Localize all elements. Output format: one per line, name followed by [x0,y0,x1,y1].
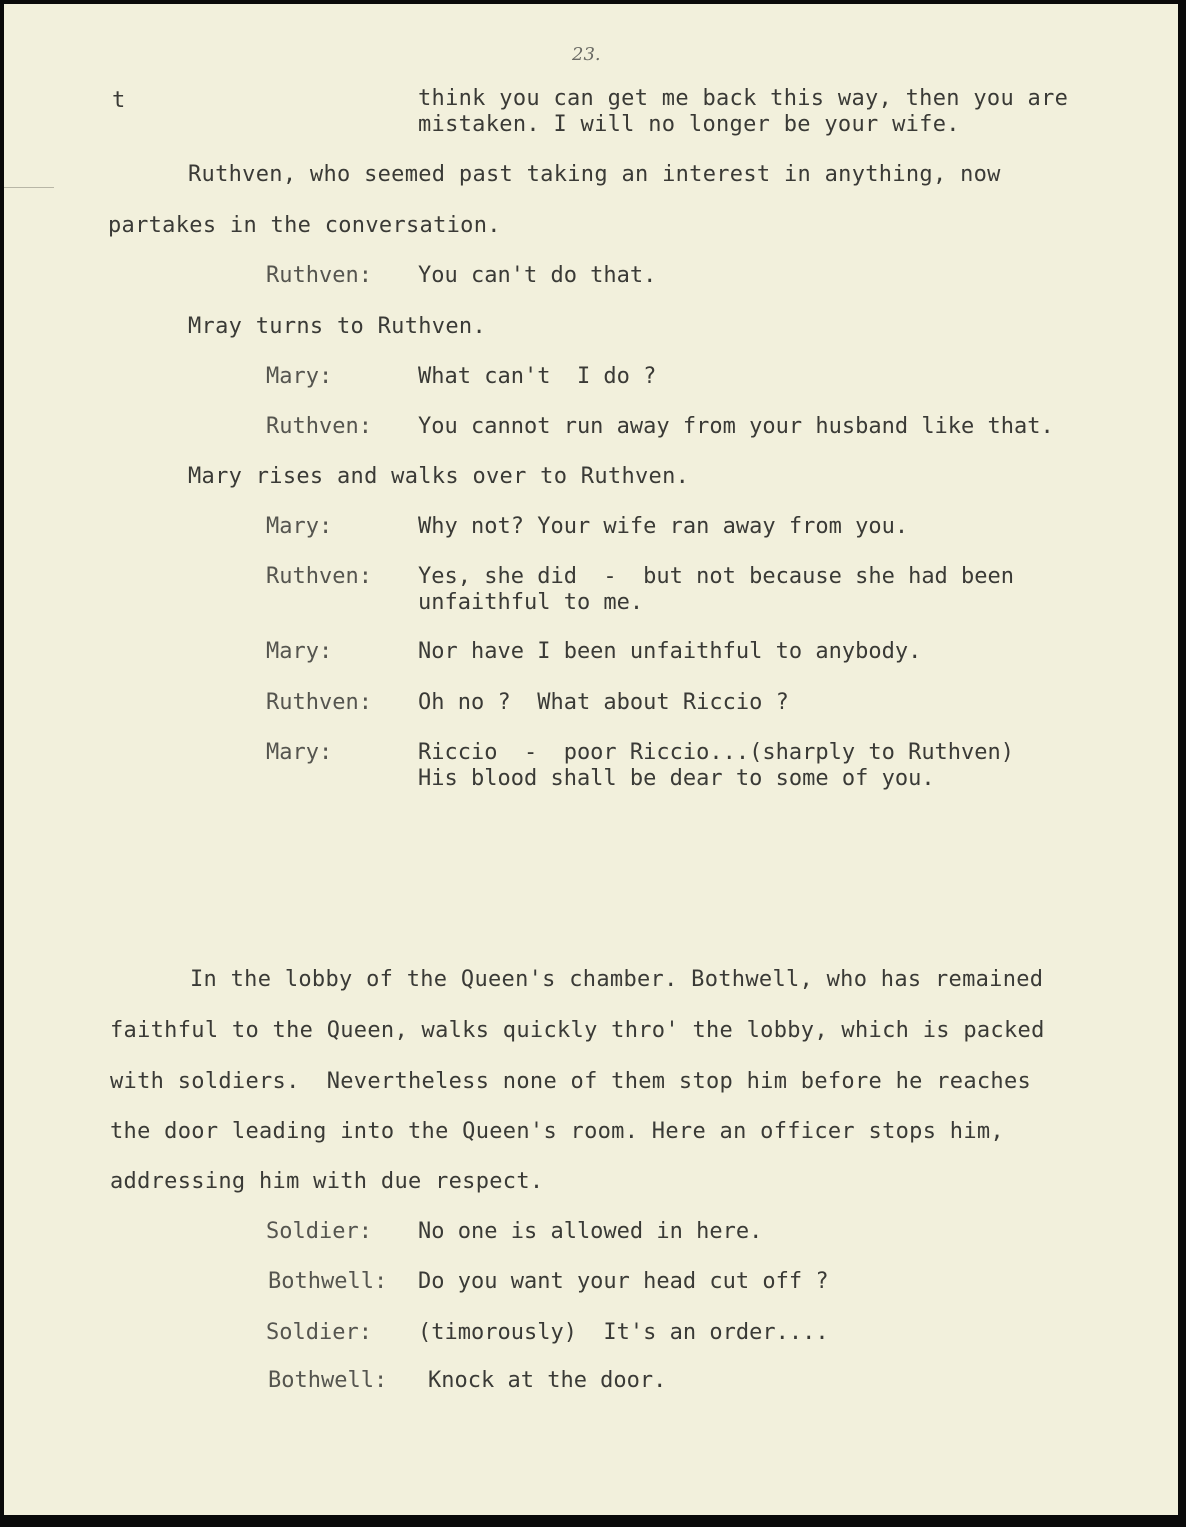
stage-direction: Mray turns to Ruthven. [188,314,486,339]
margin-letter: t [112,88,126,113]
speaker-label: Bothwell: [268,1368,388,1393]
dialogue-line: Riccio - poor Riccio...(sharply to Ruthven) [418,740,1015,765]
dialogue-line: His blood shall be dear to some of you. [418,766,935,791]
scene-line: the door leading into the Queen's room. Here an officer stops him, [110,1119,1004,1144]
dialogue-line: Yes, she did - but not because she had been [418,564,1015,589]
page-number: 23. [572,44,601,65]
dialogue-line: Do you want your head cut off ? [418,1269,829,1294]
opening-line-1: think you can get me back this way, then you are [418,86,1069,111]
dialogue-line: (timorously) It's an order.... [418,1320,829,1345]
dialogue-line: Knock at the door. [428,1368,667,1393]
speaker-label: Soldier: [266,1219,372,1244]
typescript-page [4,4,1178,1515]
speaker-label: Mary: [266,740,333,765]
dialogue-line: You cannot run away from your husband like that. [418,414,1054,439]
opening-line-2: mistaken. I will no longer be your wife. [418,112,960,137]
scene-line: In the lobby of the Queen's chamber. Bothwell, who has remained [190,967,1044,992]
dialogue-line: Oh no ? What about Riccio ? [418,690,789,715]
speaker-label: Ruthven: [266,414,372,439]
speaker-label: Ruthven: [266,564,372,589]
scene-line: faithful to the Queen, walks quickly thro' the lobby, which is packed [110,1018,1045,1043]
speaker-label: Ruthven: [266,263,372,288]
speaker-label: Bothwell: [268,1269,388,1294]
dialogue-line: Why not? Your wife ran away from you. [418,514,909,539]
speaker-label: Mary: [266,364,333,389]
narration-line: partakes in the conversation. [108,213,501,238]
speaker-label: Mary: [266,639,333,664]
speaker-label: Ruthven: [266,690,372,715]
dialogue-line: You can't do that. [418,263,657,288]
dialogue-line: No one is allowed in here. [418,1219,763,1244]
scene-line: addressing him with due respect. [110,1169,544,1194]
dialogue-line: What can't I do ? [418,364,657,389]
dialogue-line: Nor have I been unfaithful to anybody. [418,639,922,664]
speaker-label: Soldier: [266,1320,372,1345]
speaker-label: Mary: [266,514,333,539]
dialogue-line: unfaithful to me. [418,590,644,615]
narration-line: Ruthven, who seemed past taking an interest in anything, now [188,162,1001,187]
stage-direction: Mary rises and walks over to Ruthven. [188,464,690,489]
scene-line: with soldiers. Nevertheless none of them stop him before he reaches [110,1069,1032,1094]
margin-rule [4,187,54,188]
